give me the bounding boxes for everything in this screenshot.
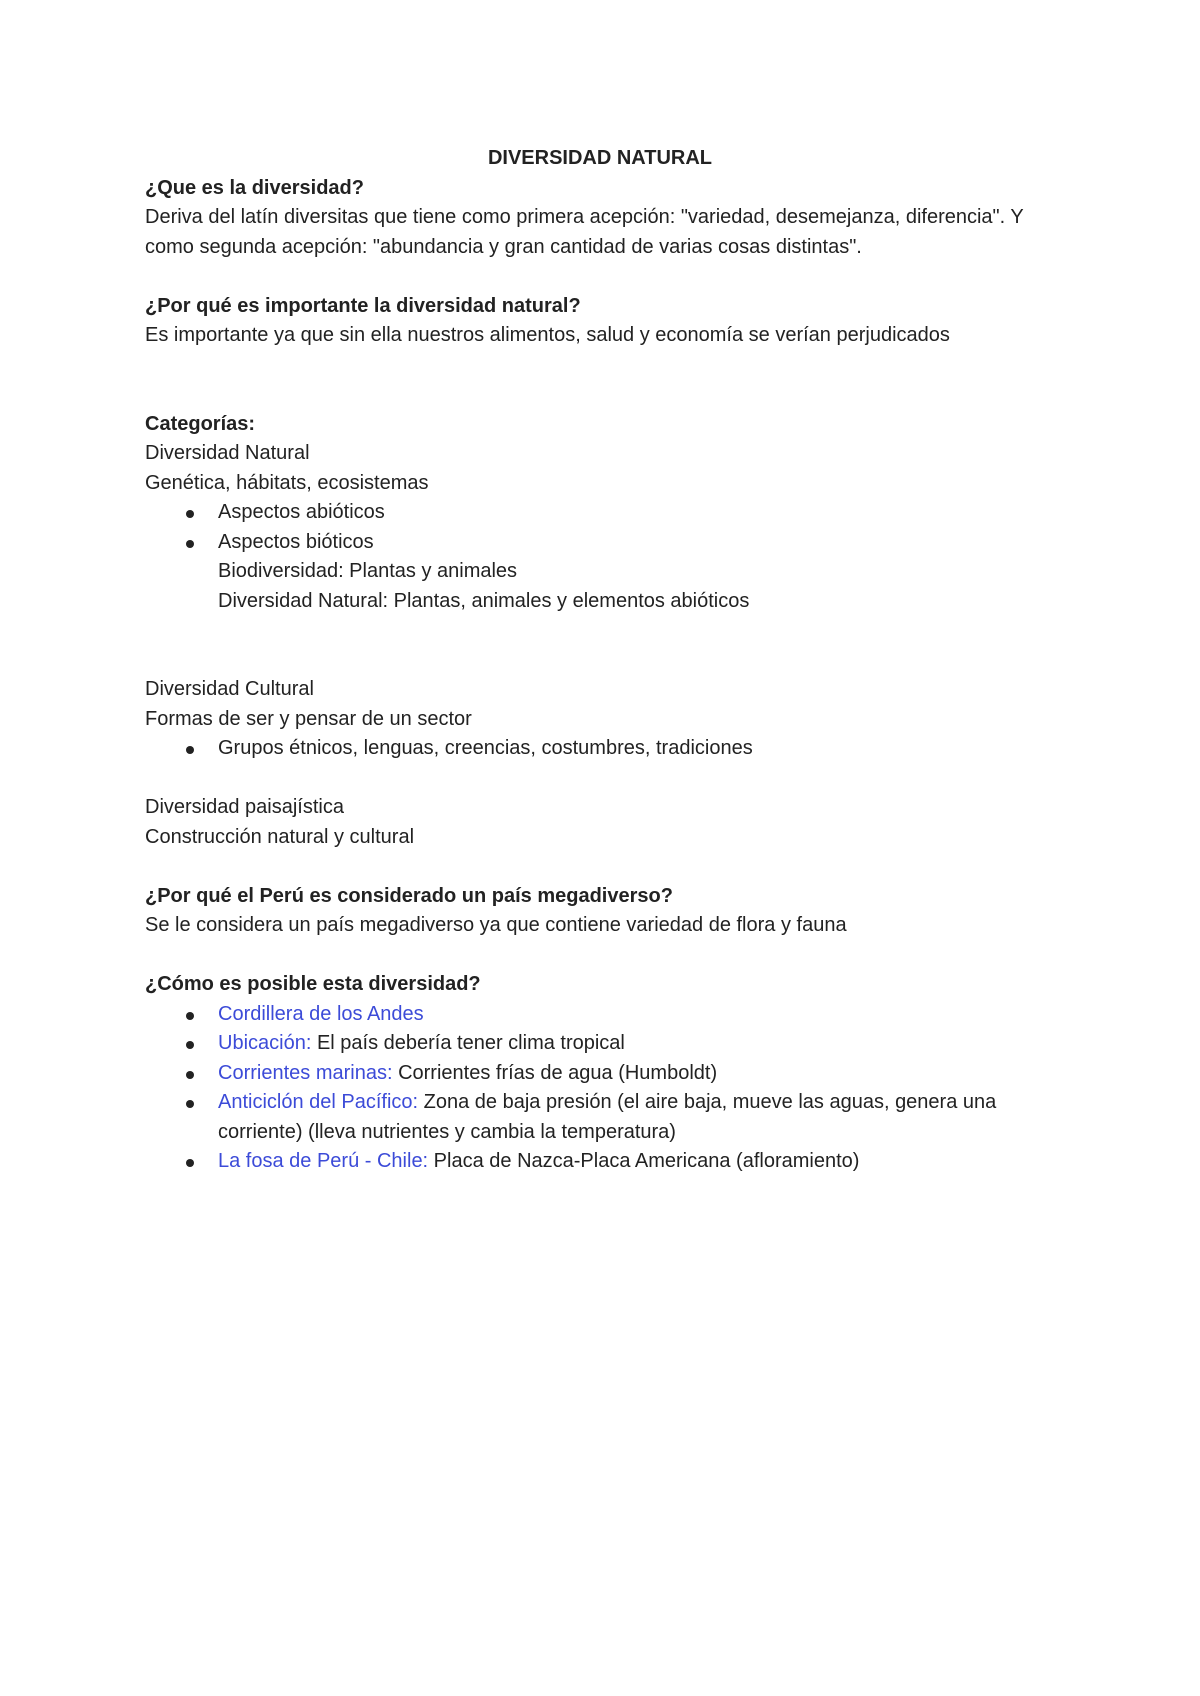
cultural-bullet-list	[145, 734, 1055, 764]
category-desc-paisajistica: Construcción natural y cultural	[145, 825, 415, 848]
category-desc-natural: Genética, hábitats, ecosistemas	[145, 471, 429, 494]
factor-text: Placa de Nazca-Placa Americana (afloramiento)	[428, 1150, 860, 1172]
category-title-paisajistica: Diversidad paisajística	[145, 796, 344, 818]
list-item	[145, 1029, 1055, 1059]
factor-text: Corrientes frías de agua (Humboldt)	[392, 1061, 718, 1084]
question-heading-megadiverso: ¿Por qué el Perú es considerado un país megadiverso?	[145, 884, 673, 907]
category-desc-cultural: Formas de ser y pensar de un sector	[145, 707, 472, 730]
list-item	[145, 1059, 1055, 1089]
spacer	[145, 852, 1055, 882]
spacer	[145, 941, 1055, 971]
category-title-cultural: Diversidad Cultural	[145, 678, 314, 700]
factor-term: Corrientes marinas:	[218, 1061, 393, 1084]
answer-importancia: Es importante ya que sin ella nuestros alimentos, salud y economía se verían perjudicados	[145, 324, 950, 346]
natural-bullet-list	[145, 498, 1055, 557]
factor-term: Cordillera de los Andes	[218, 1002, 424, 1025]
list-item	[145, 498, 1055, 528]
factor-term: Anticiclón del Pacífico:	[218, 1091, 419, 1113]
list-item	[145, 1088, 1055, 1147]
bullet-icon	[186, 540, 194, 548]
bullet-icon	[186, 510, 194, 518]
sub-line-biodiversidad: Biodiversidad: Plantas y animales	[218, 560, 518, 582]
spacer	[145, 764, 1055, 794]
list-item-text: Aspectos bióticos	[218, 530, 374, 553]
factors-bullet-list	[145, 1000, 1055, 1177]
bullet-icon	[186, 746, 194, 754]
spacer	[145, 262, 1055, 292]
categorias-heading: Categorías:	[145, 412, 256, 435]
bullet-icon	[186, 1012, 194, 1020]
document-title: DIVERSIDAD NATURAL	[487, 147, 713, 169]
question-heading-que-es: ¿Que es la diversidad?	[145, 176, 364, 199]
question-heading-como-es-posible: ¿Cómo es posible esta diversidad?	[145, 973, 481, 995]
answer-que-es: Deriva del latín diversitas que tiene como primera acepción: "variedad, desemejanza, diferencia". Y como segunda acepción: "abundancia y gran cantidad de varias cosas distintas".	[145, 206, 1024, 258]
factor-term: La fosa de Perú - Chile:	[218, 1150, 429, 1172]
list-item	[145, 528, 1055, 558]
factor-text: Zona de baja presión (el aire baja, mueve las aguas, genera una corriente) (lleva nutrientes y cambia la temperatura)	[218, 1091, 997, 1143]
answer-megadiverso: Se le considera un país megadiverso ya que contiene variedad de flora y fauna	[145, 914, 847, 936]
sub-line-diversidad-natural: Diversidad Natural: Plantas, animales y elementos abióticos	[218, 589, 750, 612]
spacer	[145, 351, 1055, 410]
bullet-icon	[186, 1041, 194, 1049]
list-item-text: Aspectos abióticos	[218, 501, 385, 523]
factor-text: El país debería tener clima tropical	[311, 1032, 625, 1054]
category-title-natural: Diversidad Natural	[145, 442, 310, 464]
list-item	[145, 1147, 1055, 1177]
bullet-icon	[186, 1071, 194, 1079]
spacer	[145, 616, 1055, 675]
factor-term: Ubicación:	[218, 1032, 312, 1054]
list-item	[145, 734, 1055, 764]
question-heading-importancia: ¿Por qué es importante la diversidad natural?	[145, 294, 581, 317]
bullet-icon	[186, 1159, 194, 1167]
list-item	[145, 1000, 1055, 1030]
bullet-icon	[186, 1100, 194, 1108]
list-item-text: Grupos étnicos, lenguas, creencias, costumbres, tradiciones	[218, 737, 753, 759]
